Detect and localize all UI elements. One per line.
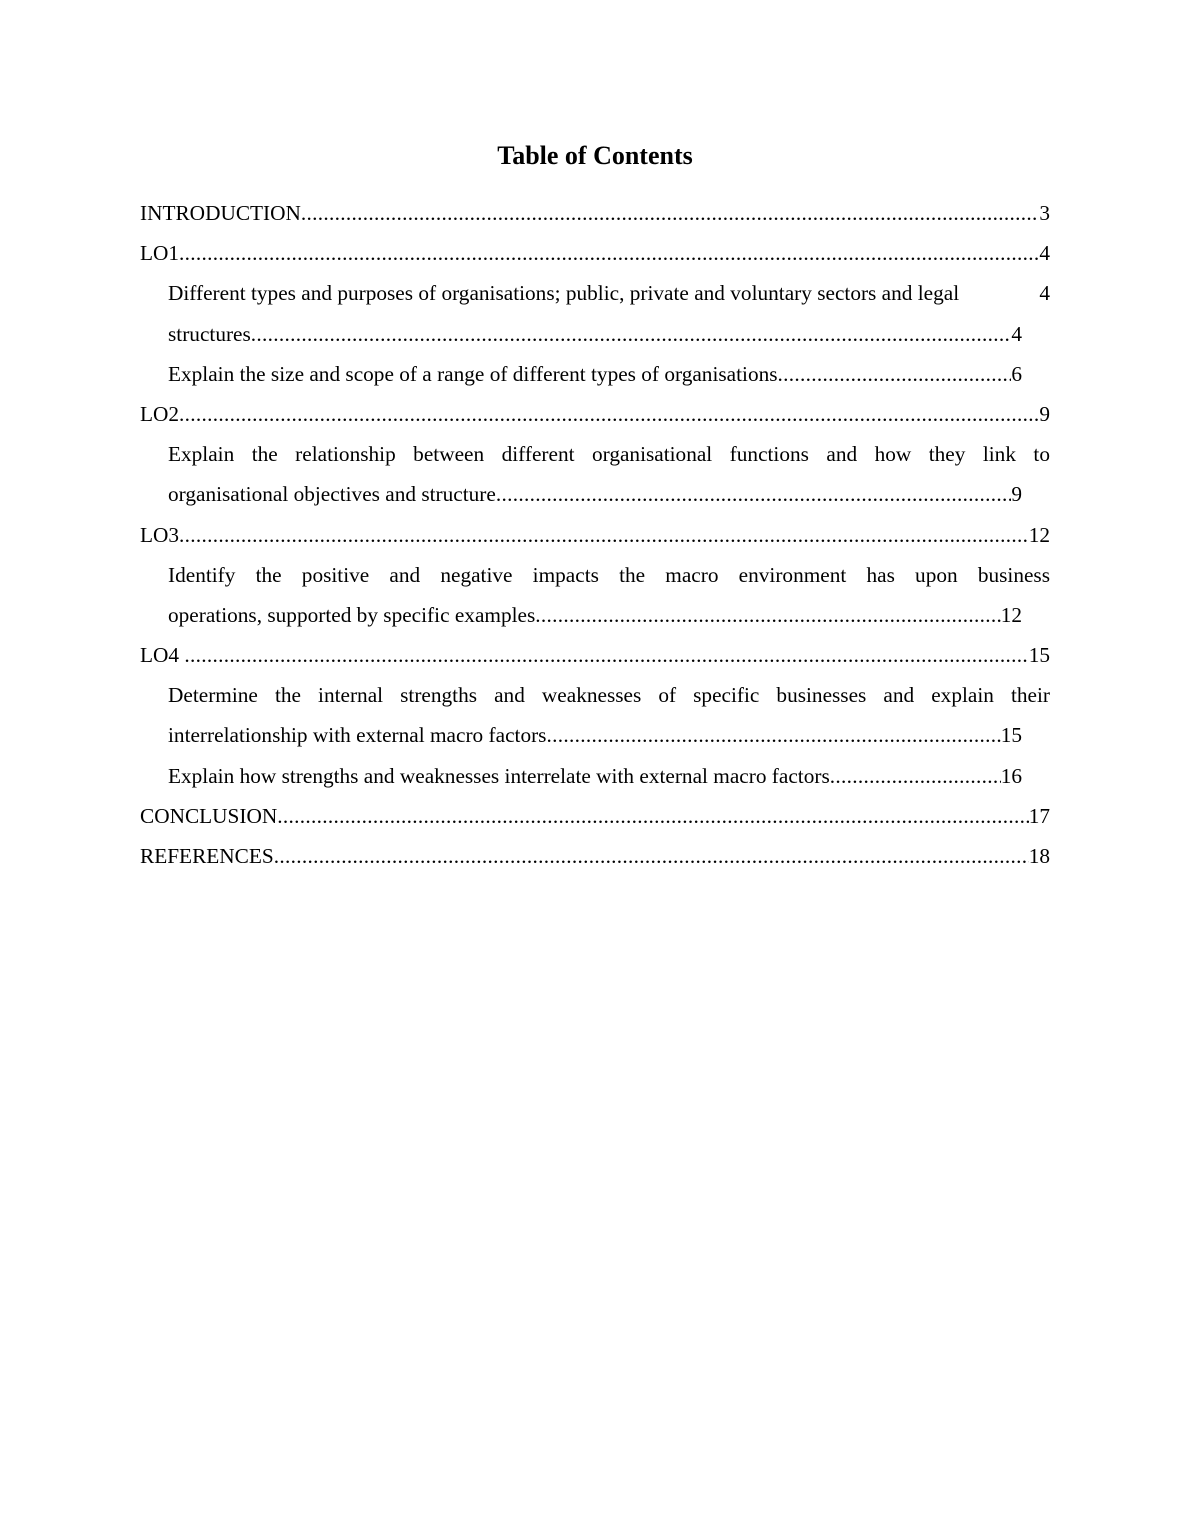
toc-entry-lo3-sub1[interactable] xyxy=(168,555,1050,595)
toc-page-number: 18 xyxy=(1028,844,1050,868)
toc-title: Table of Contents xyxy=(497,141,693,170)
toc-entry-label: Explain how strengths and weaknesses interrelate with external macro factors xyxy=(168,763,830,788)
toc-entry-lo3-sub1-cont[interactable] xyxy=(168,595,1022,635)
toc-entry-lo1-sub1-cont[interactable] xyxy=(168,314,1022,354)
toc-page-number: 15 xyxy=(1000,723,1022,748)
toc-entry-introduction[interactable] xyxy=(140,193,1050,233)
dot-leader xyxy=(179,515,1029,555)
toc-entry-label: Different types and purposes of organisations; public, private and voluntary sectors and legal xyxy=(168,281,960,306)
dot-leader xyxy=(778,354,1012,394)
toc-entry-lo4-sub1-cont[interactable] xyxy=(168,715,1022,755)
dot-leader xyxy=(535,595,1000,635)
toc-page-number: 17 xyxy=(1028,803,1050,828)
toc-page-number: 12 xyxy=(1000,602,1022,627)
toc-entry-label: LO1 xyxy=(140,241,180,266)
toc-page-number: 9 xyxy=(1039,401,1050,426)
toc-entry-lo2-sub1[interactable] xyxy=(168,434,1050,474)
toc-page-number: 6 xyxy=(1011,361,1022,386)
dot-leader xyxy=(496,474,1012,514)
toc-entry-label: interrelationship with external macro factors xyxy=(168,723,547,748)
dot-leader xyxy=(830,756,1001,796)
toc-page-number: 4 xyxy=(1039,281,1050,306)
toc-entry-lo1-sub1[interactable] xyxy=(168,273,1050,313)
toc-entry-label: Explain the relationship between different organisational functions and how they link to xyxy=(168,442,1050,467)
toc-entry-lo4-sub1[interactable] xyxy=(168,675,1050,715)
toc-entry-conclusion[interactable] xyxy=(140,796,1050,836)
toc-entry-label: Identify the positive and negative impacts the macro environment has upon business xyxy=(168,562,1050,587)
toc-entry-lo1[interactable] xyxy=(140,233,1050,273)
toc-page-number: 3 xyxy=(1039,201,1050,225)
toc-entry-label: operations, supported by specific examples xyxy=(168,602,536,627)
toc-entry-label: CONCLUSION xyxy=(140,803,278,828)
toc-entry-label: organisational objectives and structure xyxy=(168,482,496,507)
toc-page-number: 15 xyxy=(1028,643,1050,668)
dot-leader xyxy=(301,193,1039,233)
table-of-contents xyxy=(140,193,1050,876)
toc-entry-label: LO3 xyxy=(140,522,180,547)
toc-page-number: 4 xyxy=(1011,321,1022,346)
dot-leader xyxy=(251,314,1012,354)
dot-leader xyxy=(277,796,1028,836)
toc-entry-lo2[interactable] xyxy=(140,394,1050,434)
toc-page-number: 4 xyxy=(1039,241,1050,266)
toc-entry-lo3[interactable] xyxy=(140,515,1050,555)
toc-page-number: 16 xyxy=(1000,763,1022,788)
dot-leader xyxy=(184,635,1028,675)
toc-entry-label: structures xyxy=(168,321,251,346)
toc-entry-label: Determine the internal strengths and weaknesses of specific businesses and explain their xyxy=(168,683,1050,708)
toc-entry-label: LO4 xyxy=(140,643,185,668)
toc-entry-label: INTRODUCTION xyxy=(140,201,301,225)
toc-entry-lo4[interactable] xyxy=(140,635,1050,675)
toc-page-number: 12 xyxy=(1028,522,1050,547)
toc-entry-references[interactable] xyxy=(140,836,1050,876)
toc-entry-label: Explain the size and scope of a range of different types of organisations xyxy=(168,361,778,386)
toc-entry-label: REFERENCES xyxy=(140,844,274,868)
toc-entry-lo2-sub1-cont[interactable] xyxy=(168,474,1022,514)
toc-page-number: 9 xyxy=(1011,482,1022,507)
dot-leader xyxy=(179,394,1039,434)
dot-leader xyxy=(179,233,1039,273)
toc-entry-lo4-sub2[interactable] xyxy=(168,756,1022,796)
dot-leader xyxy=(274,836,1029,876)
toc-entry-lo1-sub2[interactable] xyxy=(168,354,1022,394)
toc-entry-label: LO2 xyxy=(140,401,180,426)
dot-leader xyxy=(546,715,1000,755)
